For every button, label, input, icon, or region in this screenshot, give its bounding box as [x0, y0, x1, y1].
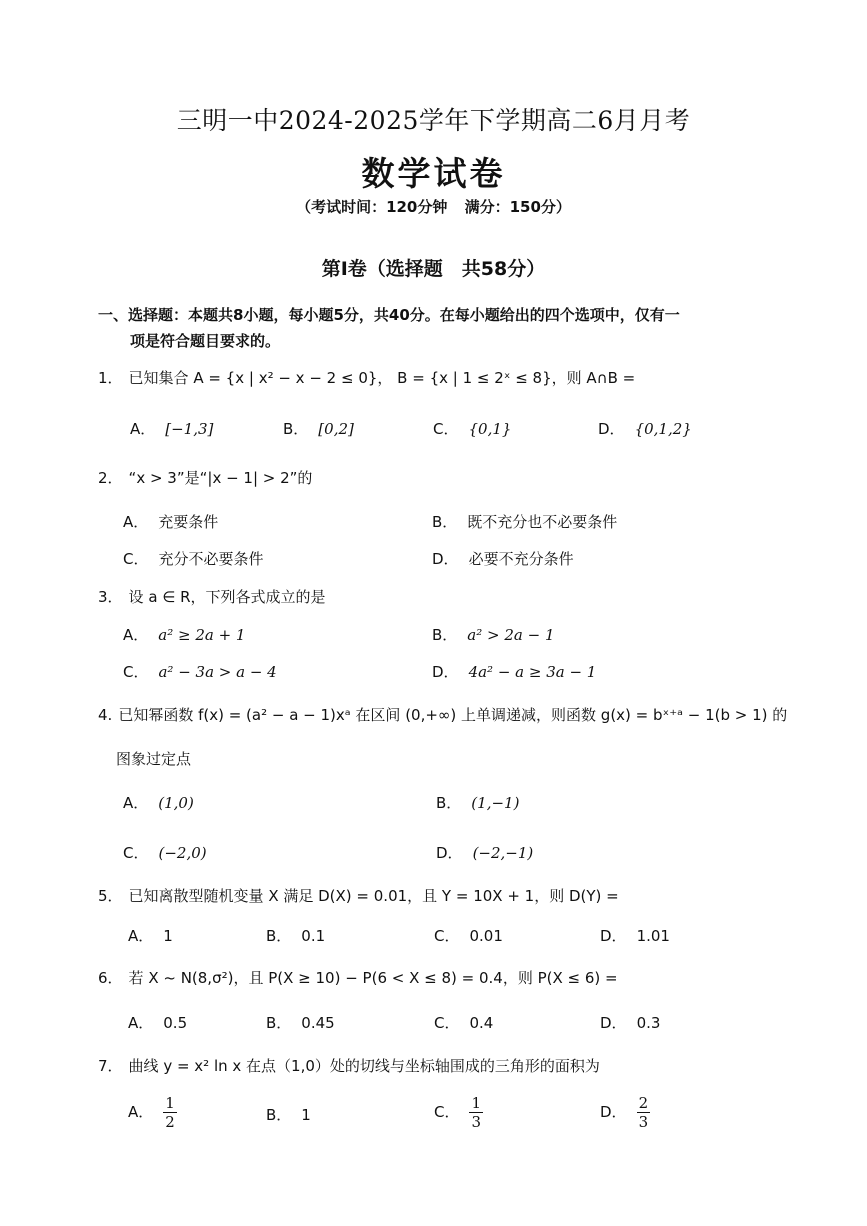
- question-1-option-a: A． [−1,3]: [130, 420, 214, 438]
- question-2-option-c: C． 充分不必要条件: [123, 550, 264, 568]
- question-3-option-c: C． a² − 3a > a − 4: [123, 663, 277, 681]
- question-4-option-d: D． (−2,−1): [436, 844, 534, 862]
- section-instructions: [98, 302, 788, 354]
- section-line-1: 一、选择题：本题共8小题，每小题5分，共40分。在每小题给出的四个选项中，仅有一: [98, 306, 680, 324]
- section-line-2: 项是符合题目要求的。: [130, 332, 281, 350]
- fraction: $\frac{2}{3}$: [638, 1094, 649, 1131]
- question-5-stem: 5． 已知离散型随机变量 X 满足 D(X) = 0.01，且 Y = 10X + 1，则 D(Y) =: [98, 887, 619, 905]
- question-6-option-d: D． 0.3: [600, 1014, 661, 1032]
- question-6-stem: 6． 若 X ~ N(8,σ²)，且 P(X ≥ 10) − P(6 < X ≤ 8) = 0.4，则 P(X ≤ 6) =: [98, 969, 618, 987]
- fraction: $\frac{1}{3}$: [471, 1094, 482, 1131]
- question-7-option-d: D． $\frac{2}{3}$: [600, 1094, 649, 1131]
- question-3-option-b: B． a² > 2a − 1: [432, 626, 555, 644]
- question-text: 已知集合 A = {x | x² − x − 2 ≤ 0}， B = {x | 1 ≤ 2ˣ ≤ 8}，则 A∩B =: [128, 369, 636, 387]
- question-number: 1．: [98, 369, 123, 387]
- question-1-option-d: D． {0,1,2}: [598, 420, 692, 438]
- question-7-option-c: C． $\frac{1}{3}$: [434, 1094, 482, 1131]
- question-2-stem: 2． “x > 3”是“|x − 1| > 2”的: [98, 469, 313, 487]
- exam-time: （考试时间：120分钟: [296, 198, 448, 216]
- question-6-option-c: C． 0.4: [434, 1014, 494, 1032]
- question-4-option-c: C． (−2,0): [123, 844, 207, 862]
- question-4-option-b: B． (1,−1): [436, 794, 520, 812]
- question-1-option-b: B． [0,2]: [283, 420, 354, 438]
- exam-score: 满分：150分）: [464, 198, 571, 216]
- exam-title: 三明一中2024-2025学年下学期高二6月月考: [176, 106, 691, 135]
- exam-subject: 数学试卷: [361, 154, 506, 193]
- question-2-option-b: B． 既不充分也不必要条件: [432, 513, 618, 531]
- question-5-option-b: B． 0.1: [266, 927, 326, 945]
- question-2-option-d: D． 必要不充分条件: [432, 550, 574, 568]
- question-3-stem: 3． 设 a ∈ R，下列各式成立的是: [98, 588, 326, 606]
- question-2-option-a: A． 充要条件: [123, 513, 219, 531]
- question-5-option-a: A． 1: [128, 927, 173, 945]
- question-1-option-c: C． {0,1}: [433, 420, 512, 438]
- question-6-option-b: B． 0.45: [266, 1014, 335, 1032]
- question-3-option-d: D． 4a² − a ≥ 3a − 1: [432, 663, 597, 681]
- question-6-option-a: A． 0.5: [128, 1014, 188, 1032]
- question-5-option-c: C． 0.01: [434, 927, 503, 945]
- volume-heading: 第Ⅰ卷（选择题 共58分）: [321, 258, 546, 280]
- question-4-option-a: A． (1,0): [123, 794, 194, 812]
- question-7-option-b: B． 1: [266, 1106, 311, 1124]
- question-3-option-a: A． a² ≥ 2a + 1: [123, 626, 246, 644]
- exam-meta: [0, 196, 867, 217]
- question-4-stem-line-2: 图象过定点: [116, 750, 192, 768]
- fraction: $\frac{1}{2}$: [165, 1094, 175, 1131]
- question-1-stem: [98, 367, 635, 388]
- question-7-option-a: A． $\frac{1}{2}$: [128, 1094, 175, 1131]
- question-7-stem: 7． 曲线 y = x² ln x 在点（1,0）处的切线与坐标轴围成的三角形的面积为: [98, 1057, 600, 1075]
- question-4-stem: 4. 已知幂函数 f(x) = (a² − a − 1)xᵃ 在区间 (0,+∞) 上单调递减，则函数 g(x) = bˣ⁺ᵃ − 1(b > 1) 的: [98, 706, 788, 724]
- question-5-option-d: D． 1.01: [600, 927, 670, 945]
